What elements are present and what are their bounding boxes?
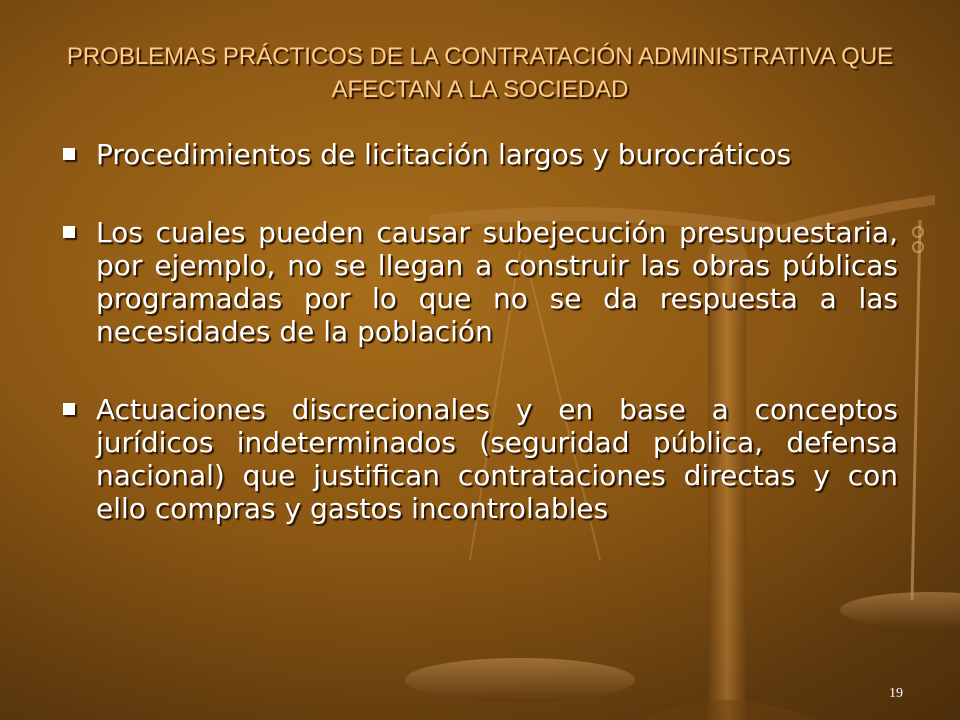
bullet-text: Los cuales pueden causar subejecución presupuestaria, por ejemplo, no se llegan a construir las obras públicas programadas por lo que no se da respuesta a las necesidades de la población [96, 216, 898, 348]
bullet-item [60, 138, 898, 171]
bullet-list [60, 138, 898, 570]
slide-title: PROBLEMAS PRÁCTICOS DE LA CONTRATACIÓN ADMINISTRATIVA QUE AFECTAN A LA SOCIEDAD [66, 43, 894, 103]
bullet-item [60, 393, 898, 525]
square-bullet-icon [63, 148, 75, 160]
bullet-item [60, 216, 898, 348]
bullet-text: Procedimientos de licitación largos y burocráticos [96, 138, 792, 171]
square-bullet-icon [63, 226, 75, 238]
square-bullet-icon [63, 403, 75, 415]
bullet-text: Actuaciones discrecionales y en base a conceptos jurídicos indeterminados (seguridad pública, defensa nacional) que justifican contrataciones directas y con ello compras y gastos incontrolables [96, 393, 898, 525]
page-number: 19 [889, 686, 903, 701]
